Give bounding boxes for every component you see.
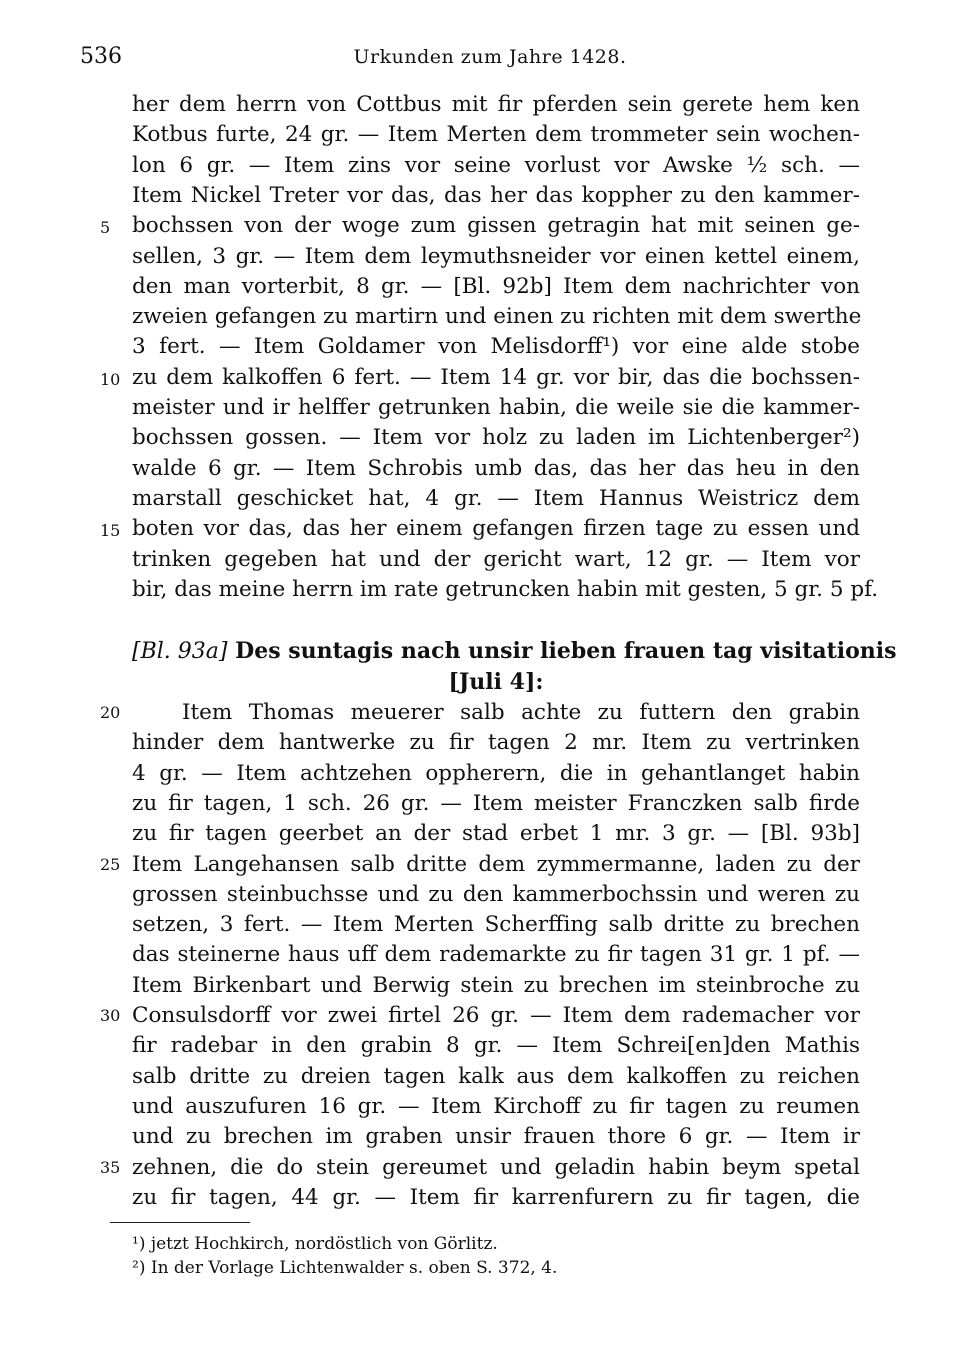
line-number: 30 bbox=[100, 1006, 121, 1025]
page-header bbox=[80, 44, 900, 74]
footnote-2: ²) In der Vorlage Lichtenwalder s. oben S. 372, 4. bbox=[132, 1258, 558, 1278]
text-line: und auszufuren 16 gr. — Item Kirchoff zu fir tagen zu reumen bbox=[132, 1093, 860, 1119]
text-line: walde 6 gr. — Item Schrobis umb das, das her das heu in den bbox=[132, 455, 860, 481]
text-line: das steinerne haus uff dem rademarkte zu fir tagen 31 gr. 1 pf. — bbox=[132, 942, 860, 968]
text-line: salb dritte zu dreien tagen kalk aus dem kalkoffen zu reichen bbox=[132, 1063, 860, 1089]
line-number: 15 bbox=[100, 521, 121, 540]
text-line: Item Langehansen salb dritte dem zymmermanne, laden zu der bbox=[132, 851, 860, 877]
heading-line-1 bbox=[132, 638, 897, 668]
text-line: 3 fert. — Item Goldamer von Melisdorff¹) vor eine alde stobe bbox=[132, 334, 860, 360]
heading-text: Des suntagis nach unsir lieben frauen tag visitationis bbox=[235, 638, 897, 664]
text-line: boten vor das, das her einem gefangen firzen tage zu essen und bbox=[132, 516, 860, 542]
text-line: fir radebar in den grabin 8 gr. — Item Schrei[en]den Mathis bbox=[132, 1033, 860, 1059]
text-line: und zu brechen im graben unsir frauen thore 6 gr. — Item ir bbox=[132, 1124, 860, 1150]
text-line: zu fir tagen, 1 sch. 26 gr. — Item meister Franczken salb firde bbox=[132, 790, 860, 816]
text-line: zu fir tagen, 44 gr. — Item fir karrenfurern zu fir tagen, die bbox=[132, 1184, 860, 1210]
page-number: 536 bbox=[80, 44, 122, 69]
text-line: lon 6 gr. — Item zins vor seine vorlust vor Awske ½ sch. — bbox=[132, 152, 860, 178]
footnote-divider bbox=[110, 1222, 250, 1223]
text-line: grossen steinbuchsse und zu den kammerbochssin und weren zu bbox=[132, 881, 860, 907]
folio-ref: [Bl. 93a] bbox=[132, 639, 228, 664]
text-line: bochssen von der woge zum gissen getragin hat mit seinen ge- bbox=[132, 213, 860, 239]
text-line: sellen, 3 gr. — Item dem leymuthsneider vor einen kettel einem, bbox=[132, 243, 860, 269]
text-line: zu fir tagen geerbet an der stad erbet 1 mr. 3 gr. — [Bl. 93b] bbox=[132, 821, 860, 847]
footnote-1: ¹) jetzt Hochkirch, nordöstlich von Görlitz. bbox=[132, 1234, 498, 1254]
text-line: zu dem kalkoffen 6 fert. — Item 14 gr. vor bir, das die bochssen- bbox=[132, 364, 860, 390]
text-line: zweien gefangen zu martirn und einen zu richten mit dem swerthe bbox=[132, 304, 862, 330]
text-line: marstall geschicket hat, 4 gr. — Item Hannus Weistricz dem bbox=[132, 485, 860, 511]
text-line: Item Birkenbart und Berwig stein zu brechen im steinbroche zu bbox=[132, 972, 860, 998]
text-line: setzen, 3 fert. — Item Merten Scherffing salb dritte zu brechen bbox=[132, 912, 860, 938]
heading-date: [Juli 4]: bbox=[448, 669, 544, 695]
text-line: bir, das meine herrn im rate getruncken habin mit gesten, 5 gr. 5 pf. bbox=[132, 576, 879, 602]
text-line: trinken gegeben hat und der gericht wart, 12 gr. — Item vor bbox=[132, 546, 860, 572]
text-line: Item Nickel Treter vor das, das her das koppher zu den kammer- bbox=[132, 182, 860, 208]
text-line: den man vorterbit, 8 gr. — [Bl. 92b] Item dem nachrichter von bbox=[132, 273, 860, 299]
text-line: meister und ir helffer getrunken habin, die weile sie die kammer- bbox=[132, 395, 860, 420]
text-line: Item Thomas meuerer salb achte zu futtern den grabin bbox=[182, 700, 860, 725]
line-number: 5 bbox=[100, 218, 111, 237]
text-line: Kotbus furte, 24 gr. — Item Merten dem trommeter sein wochen- bbox=[132, 122, 860, 148]
text-line: her dem herrn von Cottbus mit fir pferden sein gerete hem ken bbox=[132, 92, 860, 117]
running-title: Urkunden zum Jahre 1428. bbox=[353, 46, 627, 68]
line-number: 35 bbox=[100, 1158, 121, 1177]
text-line: 4 gr. — Item achtzehen oppherern, die in gehantlanget habin bbox=[132, 760, 860, 786]
text-line: zehnen, die do stein gereumet und geladin habin beym spetal bbox=[132, 1154, 860, 1180]
line-number: 10 bbox=[100, 370, 121, 389]
text-line: bochssen gossen. — Item vor holz zu laden im Lichtenberger²) bbox=[132, 425, 860, 451]
text-line: Consulsdorff vor zwei firtel 26 gr. — Item dem rademacher vor bbox=[132, 1003, 860, 1028]
line-number: 25 bbox=[100, 855, 121, 874]
text-line: hinder dem hantwerke zu fir tagen 2 mr. Item zu vertrinken bbox=[132, 730, 860, 756]
line-number: 20 bbox=[100, 703, 121, 722]
